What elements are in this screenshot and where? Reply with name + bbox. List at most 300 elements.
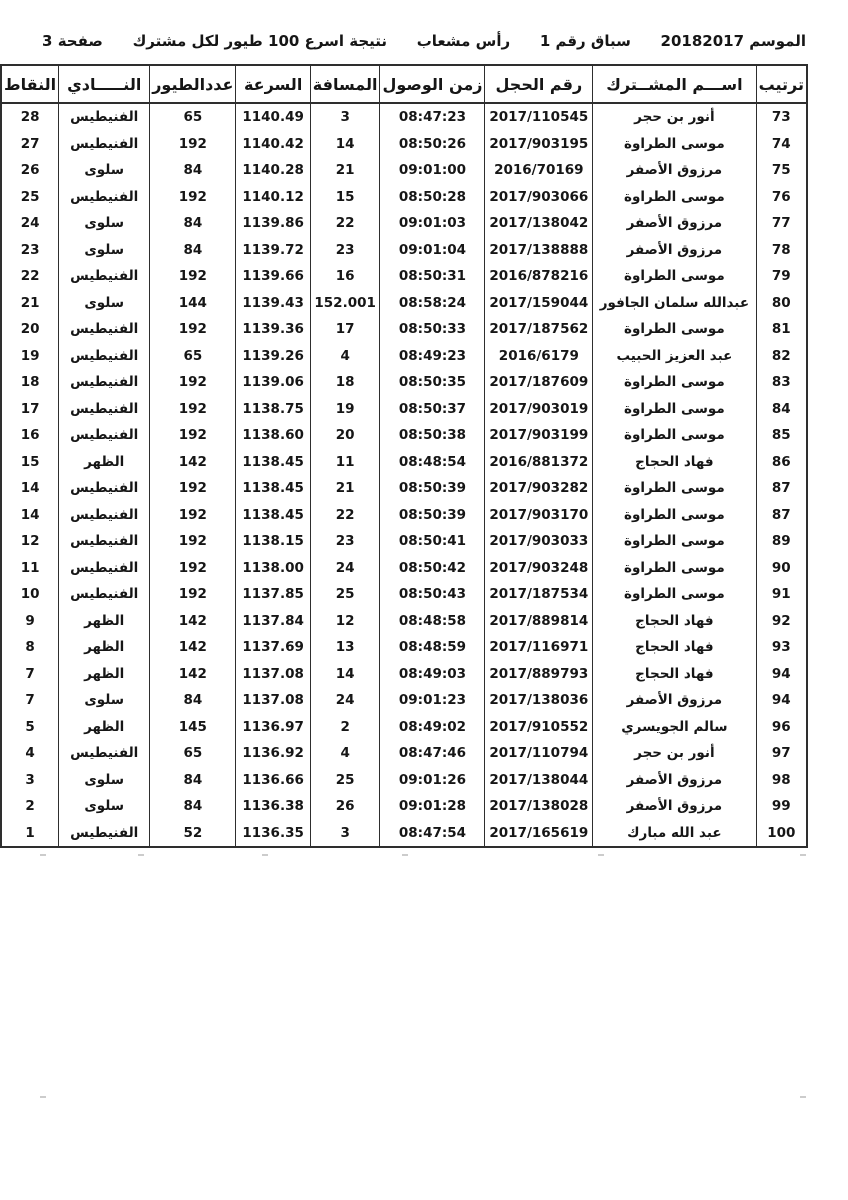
cell-speed: 1139.26 — [236, 343, 310, 370]
cell-distance: 23 — [310, 237, 380, 264]
cell-rank: 98 — [756, 767, 807, 794]
cell-club: الفنيطيس — [59, 396, 150, 423]
cell-club: الفنيطيس — [59, 740, 150, 767]
cell-rank: 90 — [756, 555, 807, 582]
cell-points: 19 — [1, 343, 59, 370]
cell-club: الفنيطيس — [59, 263, 150, 290]
cell-rank: 92 — [756, 608, 807, 635]
cell-points: 8 — [1, 634, 59, 661]
cell-participant-name: مرزوق الأصفر — [593, 767, 756, 794]
cell-participant-name: أنور بن حجر — [593, 103, 756, 131]
cell-rank: 83 — [756, 369, 807, 396]
cell-rank: 97 — [756, 740, 807, 767]
cell-bird-count: 65 — [150, 343, 236, 370]
cell-bird-count: 192 — [150, 555, 236, 582]
cell-club: الفنيطيس — [59, 184, 150, 211]
column-header-arrival-time: زمن الوصول — [380, 65, 485, 103]
cell-points: 17 — [1, 396, 59, 423]
cell-bird-count: 192 — [150, 369, 236, 396]
cell-bird-count: 142 — [150, 449, 236, 476]
cell-arrival-time: 08:50:26 — [380, 131, 485, 158]
cell-participant-name: موسى الطراوة — [593, 316, 756, 343]
cell-bird-count: 192 — [150, 581, 236, 608]
table-row — [1, 820, 807, 848]
table-row — [1, 343, 807, 370]
cell-arrival-time: 09:01:00 — [380, 157, 485, 184]
cell-points: 23 — [1, 237, 59, 264]
cell-participant-name: أنور بن حجر — [593, 740, 756, 767]
cell-rank: 81 — [756, 316, 807, 343]
table-row — [1, 103, 807, 131]
cell-arrival-time: 08:50:38 — [380, 422, 485, 449]
cell-points: 4 — [1, 740, 59, 767]
cell-rank: 80 — [756, 290, 807, 317]
print-mark — [138, 854, 144, 856]
cell-bird-count: 84 — [150, 237, 236, 264]
cell-rank: 75 — [756, 157, 807, 184]
cell-distance: 18 — [310, 369, 380, 396]
cell-ring-number: 2017/910552 — [485, 714, 593, 741]
column-header-club: النـــــادي — [59, 65, 150, 103]
table-row — [1, 528, 807, 555]
cell-bird-count: 144 — [150, 290, 236, 317]
cell-points: 7 — [1, 687, 59, 714]
cell-rank: 79 — [756, 263, 807, 290]
cell-bird-count: 142 — [150, 608, 236, 635]
table-row — [1, 740, 807, 767]
cell-bird-count: 192 — [150, 528, 236, 555]
cell-speed: 1136.66 — [236, 767, 310, 794]
cell-distance: 4 — [310, 740, 380, 767]
cell-participant-name: مرزوق الأصفر — [593, 157, 756, 184]
cell-speed: 1138.75 — [236, 396, 310, 423]
cell-points: 3 — [1, 767, 59, 794]
cell-bird-count: 192 — [150, 263, 236, 290]
cell-ring-number: 2017/903019 — [485, 396, 593, 423]
cell-bird-count: 142 — [150, 634, 236, 661]
print-mark — [262, 854, 268, 856]
cell-distance: 152.001 — [310, 290, 380, 317]
cell-participant-name: موسى الطراوة — [593, 396, 756, 423]
table-row — [1, 687, 807, 714]
cell-ring-number: 2016/878216 — [485, 263, 593, 290]
cell-points: 16 — [1, 422, 59, 449]
cell-points: 12 — [1, 528, 59, 555]
cell-points: 11 — [1, 555, 59, 582]
cell-arrival-time: 08:47:54 — [380, 820, 485, 848]
print-mark — [40, 1096, 46, 1098]
cell-participant-name: موسى الطراوة — [593, 131, 756, 158]
cell-arrival-time: 09:01:04 — [380, 237, 485, 264]
cell-club: سلوى — [59, 237, 150, 264]
cell-speed: 1136.38 — [236, 793, 310, 820]
cell-distance: 16 — [310, 263, 380, 290]
cell-points: 21 — [1, 290, 59, 317]
cell-ring-number: 2017/187562 — [485, 316, 593, 343]
cell-distance: 17 — [310, 316, 380, 343]
season-label: الموسم 20182017 — [660, 32, 806, 50]
cell-distance: 24 — [310, 555, 380, 582]
table-row — [1, 237, 807, 264]
cell-participant-name: فهاد الحجاج — [593, 449, 756, 476]
cell-arrival-time: 08:50:39 — [380, 475, 485, 502]
cell-club: الظهر — [59, 608, 150, 635]
cell-arrival-time: 09:01:28 — [380, 793, 485, 820]
cell-club: الفنيطيس — [59, 422, 150, 449]
column-header-ring-number: رقم الحجل — [485, 65, 593, 103]
cell-bird-count: 65 — [150, 740, 236, 767]
cell-participant-name: موسى الطراوة — [593, 581, 756, 608]
cell-arrival-time: 08:50:43 — [380, 581, 485, 608]
cell-ring-number: 2016/6179 — [485, 343, 593, 370]
cell-distance: 14 — [310, 661, 380, 688]
cell-club: سلوى — [59, 687, 150, 714]
cell-arrival-time: 08:47:46 — [380, 740, 485, 767]
cell-speed: 1140.42 — [236, 131, 310, 158]
cell-bird-count: 84 — [150, 210, 236, 237]
cell-distance: 22 — [310, 502, 380, 529]
cell-points: 28 — [1, 103, 59, 131]
cell-distance: 11 — [310, 449, 380, 476]
cell-speed: 1137.08 — [236, 687, 310, 714]
cell-points: 20 — [1, 316, 59, 343]
cell-speed: 1138.60 — [236, 422, 310, 449]
cell-ring-number: 2017/110794 — [485, 740, 593, 767]
cell-rank: 94 — [756, 687, 807, 714]
cell-points: 7 — [1, 661, 59, 688]
cell-club: الظهر — [59, 714, 150, 741]
cell-participant-name: مرزوق الأصفر — [593, 237, 756, 264]
print-mark — [598, 854, 604, 856]
cell-bird-count: 84 — [150, 687, 236, 714]
results-table — [0, 64, 808, 848]
cell-arrival-time: 08:49:02 — [380, 714, 485, 741]
cell-distance: 22 — [310, 210, 380, 237]
cell-distance: 2 — [310, 714, 380, 741]
cell-points: 27 — [1, 131, 59, 158]
cell-speed: 1138.45 — [236, 475, 310, 502]
cell-club: الظهر — [59, 449, 150, 476]
cell-distance: 23 — [310, 528, 380, 555]
cell-ring-number: 2017/187609 — [485, 369, 593, 396]
cell-bird-count: 192 — [150, 184, 236, 211]
cell-distance: 20 — [310, 422, 380, 449]
cell-club: الفنيطيس — [59, 555, 150, 582]
table-row — [1, 369, 807, 396]
cell-club: الفنيطيس — [59, 369, 150, 396]
cell-speed: 1136.97 — [236, 714, 310, 741]
cell-distance: 25 — [310, 581, 380, 608]
cell-distance: 4 — [310, 343, 380, 370]
cell-rank: 76 — [756, 184, 807, 211]
table-header — [1, 65, 807, 103]
cell-speed: 1138.00 — [236, 555, 310, 582]
cell-speed: 1138.45 — [236, 502, 310, 529]
cell-club: سلوى — [59, 793, 150, 820]
cell-points: 15 — [1, 449, 59, 476]
cell-speed: 1137.84 — [236, 608, 310, 635]
cell-ring-number: 2017/138888 — [485, 237, 593, 264]
cell-points: 26 — [1, 157, 59, 184]
cell-rank: 84 — [756, 396, 807, 423]
cell-participant-name: موسى الطراوة — [593, 263, 756, 290]
cell-bird-count: 192 — [150, 422, 236, 449]
cell-bird-count: 192 — [150, 475, 236, 502]
cell-participant-name: عبد الله مبارك — [593, 820, 756, 848]
cell-rank: 96 — [756, 714, 807, 741]
cell-arrival-time: 08:48:59 — [380, 634, 485, 661]
table-row — [1, 396, 807, 423]
race-number: سباق رقم 1 — [539, 32, 631, 50]
cell-speed: 1140.12 — [236, 184, 310, 211]
cell-ring-number: 2017/110545 — [485, 103, 593, 131]
cell-speed: 1138.15 — [236, 528, 310, 555]
cell-arrival-time: 09:01:03 — [380, 210, 485, 237]
cell-ring-number: 2017/138028 — [485, 793, 593, 820]
cell-bird-count: 192 — [150, 396, 236, 423]
cell-points: 18 — [1, 369, 59, 396]
cell-club: الظهر — [59, 661, 150, 688]
cell-points: 2 — [1, 793, 59, 820]
cell-participant-name: موسى الطراوة — [593, 528, 756, 555]
cell-arrival-time: 08:49:03 — [380, 661, 485, 688]
cell-club: سلوى — [59, 157, 150, 184]
column-header-rank: ترتيب — [756, 65, 807, 103]
table-row — [1, 793, 807, 820]
cell-ring-number: 2017/903282 — [485, 475, 593, 502]
cell-bird-count: 84 — [150, 793, 236, 820]
cell-club: الفنيطيس — [59, 316, 150, 343]
table-row — [1, 475, 807, 502]
print-mark — [402, 854, 408, 856]
cell-speed: 1139.86 — [236, 210, 310, 237]
cell-speed: 1140.49 — [236, 103, 310, 131]
cell-participant-name: موسى الطراوة — [593, 555, 756, 582]
cell-arrival-time: 08:48:54 — [380, 449, 485, 476]
cell-ring-number: 2016/70169 — [485, 157, 593, 184]
cell-points: 22 — [1, 263, 59, 290]
cell-club: سلوى — [59, 290, 150, 317]
cell-participant-name: موسى الطراوة — [593, 369, 756, 396]
cell-arrival-time: 08:50:42 — [380, 555, 485, 582]
cell-club: الفنيطيس — [59, 131, 150, 158]
table-row — [1, 608, 807, 635]
cell-rank: 86 — [756, 449, 807, 476]
cell-speed: 1139.06 — [236, 369, 310, 396]
cell-speed: 1137.69 — [236, 634, 310, 661]
cell-distance: 3 — [310, 820, 380, 848]
cell-club: الظهر — [59, 634, 150, 661]
cell-distance: 26 — [310, 793, 380, 820]
cell-speed: 1139.43 — [236, 290, 310, 317]
cell-ring-number: 2017/159044 — [485, 290, 593, 317]
cell-participant-name: فهاد الحجاج — [593, 634, 756, 661]
cell-speed: 1139.72 — [236, 237, 310, 264]
table-row — [1, 422, 807, 449]
cell-arrival-time: 08:48:58 — [380, 608, 485, 635]
table-row — [1, 316, 807, 343]
report-header — [42, 32, 806, 50]
cell-club: الفنيطيس — [59, 103, 150, 131]
cell-points: 24 — [1, 210, 59, 237]
cell-arrival-time: 08:50:33 — [380, 316, 485, 343]
table-row — [1, 581, 807, 608]
cell-arrival-time: 09:01:23 — [380, 687, 485, 714]
cell-ring-number: 2017/903248 — [485, 555, 593, 582]
cell-rank: 87 — [756, 502, 807, 529]
table-row — [1, 714, 807, 741]
cell-distance: 3 — [310, 103, 380, 131]
table-row — [1, 502, 807, 529]
table-header-row — [1, 65, 807, 103]
page-number: صفحة 3 — [42, 32, 103, 50]
cell-speed: 1136.35 — [236, 820, 310, 848]
cell-rank: 99 — [756, 793, 807, 820]
cell-rank: 77 — [756, 210, 807, 237]
cell-participant-name: موسى الطراوة — [593, 475, 756, 502]
cell-ring-number: 2017/187534 — [485, 581, 593, 608]
cell-bird-count: 52 — [150, 820, 236, 848]
table-body — [1, 103, 807, 847]
cell-arrival-time: 09:01:26 — [380, 767, 485, 794]
cell-ring-number: 2017/138036 — [485, 687, 593, 714]
cell-speed: 1139.36 — [236, 316, 310, 343]
print-mark — [800, 1096, 806, 1098]
print-mark — [40, 854, 46, 856]
table-row — [1, 449, 807, 476]
cell-points: 9 — [1, 608, 59, 635]
cell-ring-number: 2017/138044 — [485, 767, 593, 794]
cell-arrival-time: 08:50:39 — [380, 502, 485, 529]
cell-bird-count: 65 — [150, 103, 236, 131]
cell-distance: 14 — [310, 131, 380, 158]
cell-distance: 19 — [310, 396, 380, 423]
table-row — [1, 634, 807, 661]
cell-participant-name: فهاد الحجاج — [593, 661, 756, 688]
cell-ring-number: 2017/903170 — [485, 502, 593, 529]
cell-arrival-time: 08:50:28 — [380, 184, 485, 211]
cell-participant-name: مرزوق الأصفر — [593, 793, 756, 820]
column-header-distance: المسافة — [310, 65, 380, 103]
cell-rank: 100 — [756, 820, 807, 848]
cell-club: الفنيطيس — [59, 343, 150, 370]
cell-rank: 89 — [756, 528, 807, 555]
cell-ring-number: 2016/881372 — [485, 449, 593, 476]
cell-club: الفنيطيس — [59, 475, 150, 502]
print-mark — [800, 854, 806, 856]
cell-participant-name: موسى الطراوة — [593, 184, 756, 211]
cell-points: 10 — [1, 581, 59, 608]
cell-club: الفنيطيس — [59, 820, 150, 848]
cell-distance: 12 — [310, 608, 380, 635]
cell-distance: 13 — [310, 634, 380, 661]
cell-rank: 85 — [756, 422, 807, 449]
cell-participant-name: موسى الطراوة — [593, 422, 756, 449]
table-row — [1, 767, 807, 794]
cell-ring-number: 2017/903195 — [485, 131, 593, 158]
cell-points: 1 — [1, 820, 59, 848]
cell-club: الفنيطيس — [59, 528, 150, 555]
cell-bird-count: 84 — [150, 157, 236, 184]
table-row — [1, 661, 807, 688]
cell-ring-number: 2017/165619 — [485, 820, 593, 848]
cell-speed: 1136.92 — [236, 740, 310, 767]
cell-speed: 1140.28 — [236, 157, 310, 184]
cell-participant-name: مرزوق الأصفر — [593, 687, 756, 714]
cell-arrival-time: 08:50:35 — [380, 369, 485, 396]
cell-speed: 1138.45 — [236, 449, 310, 476]
cell-participant-name: سالم الجويسري — [593, 714, 756, 741]
table-row — [1, 555, 807, 582]
cell-bird-count: 84 — [150, 767, 236, 794]
column-header-participant-name: اســـم المشــترك — [593, 65, 756, 103]
cell-distance: 25 — [310, 767, 380, 794]
location-name: رأس مشعاب — [416, 32, 511, 50]
cell-distance: 24 — [310, 687, 380, 714]
cell-rank: 78 — [756, 237, 807, 264]
cell-participant-name: مرزوق الأصفر — [593, 210, 756, 237]
cell-rank: 73 — [756, 103, 807, 131]
cell-distance: 15 — [310, 184, 380, 211]
cell-speed: 1139.66 — [236, 263, 310, 290]
cell-ring-number: 2017/903066 — [485, 184, 593, 211]
cell-ring-number: 2017/903033 — [485, 528, 593, 555]
cell-distance: 21 — [310, 475, 380, 502]
cell-bird-count: 192 — [150, 502, 236, 529]
cell-bird-count: 145 — [150, 714, 236, 741]
table-row — [1, 210, 807, 237]
cell-arrival-time: 08:50:41 — [380, 528, 485, 555]
cell-rank: 94 — [756, 661, 807, 688]
table-row — [1, 131, 807, 158]
cell-rank: 82 — [756, 343, 807, 370]
cell-speed: 1137.08 — [236, 661, 310, 688]
column-header-speed: السرعة — [236, 65, 310, 103]
cell-participant-name: موسى الطراوة — [593, 502, 756, 529]
cell-club: الفنيطيس — [59, 502, 150, 529]
table-row — [1, 290, 807, 317]
cell-arrival-time: 08:50:37 — [380, 396, 485, 423]
result-description: نتيجة اسرع 100 طيور لكل مشترك — [132, 32, 388, 50]
cell-arrival-time: 08:47:23 — [380, 103, 485, 131]
column-header-bird-count: عددالطيور — [150, 65, 236, 103]
cell-ring-number: 2017/116971 — [485, 634, 593, 661]
cell-club: سلوى — [59, 767, 150, 794]
cell-points: 25 — [1, 184, 59, 211]
cell-distance: 21 — [310, 157, 380, 184]
cell-ring-number: 2017/138042 — [485, 210, 593, 237]
cell-bird-count: 142 — [150, 661, 236, 688]
table-row — [1, 263, 807, 290]
cell-participant-name: عبد العزيز الحبيب — [593, 343, 756, 370]
cell-bird-count: 192 — [150, 131, 236, 158]
cell-bird-count: 192 — [150, 316, 236, 343]
table-row — [1, 184, 807, 211]
cell-points: 5 — [1, 714, 59, 741]
cell-ring-number: 2017/903199 — [485, 422, 593, 449]
table-row — [1, 157, 807, 184]
cell-rank: 91 — [756, 581, 807, 608]
cell-arrival-time: 08:58:24 — [380, 290, 485, 317]
cell-rank: 87 — [756, 475, 807, 502]
cell-rank: 93 — [756, 634, 807, 661]
cell-participant-name: عبدالله سلمان الجافور — [593, 290, 756, 317]
cell-club: الفنيطيس — [59, 581, 150, 608]
cell-ring-number: 2017/889814 — [485, 608, 593, 635]
cell-points: 14 — [1, 502, 59, 529]
cell-rank: 74 — [756, 131, 807, 158]
cell-club: سلوى — [59, 210, 150, 237]
